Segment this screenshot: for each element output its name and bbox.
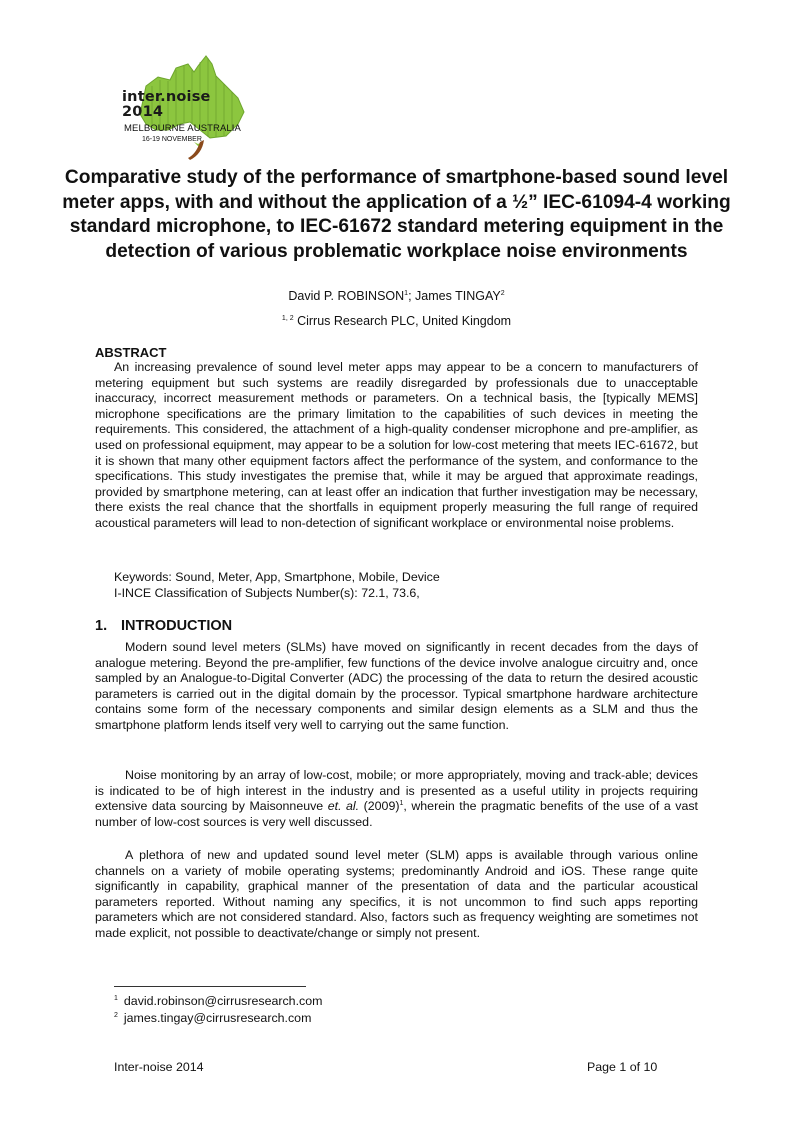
footer-conference: Inter-noise 2014 <box>114 1060 204 1074</box>
footnote-2 <box>114 1011 311 1025</box>
footnote-2-mark: 2 <box>114 1011 118 1019</box>
footnote-1 <box>114 994 322 1008</box>
intro-p2-end: , wherein the pragmatic benefits of the use of a vast number of low-cost sources is very well discussed. <box>95 799 698 829</box>
author-1-mark: 1 <box>404 289 409 297</box>
intro-paragraph-1: Modern sound level meters (SLMs) have moved on significantly in recent decades from the days of analogue metering. Beyond the pre-amplifier, few functions of the device involve analogue circuitry and, once sampled by an Analogue-to-Digital Converter (ADC) the processing of the data to return the desired acoustic parameters is carried out in the digital domain by the processor. Typical smartphone hardware architecture contains some form of the necessary components and similar design elements as a SLM and thus the smartphone platform lends itself very well to carrying out the same function. <box>95 640 698 732</box>
intro-p2-etal: et. al. <box>327 799 360 814</box>
intro-paragraph-2 <box>95 768 698 830</box>
section-1-heading <box>95 618 232 634</box>
affiliation-mark: 1, 2 <box>281 314 294 322</box>
intro-paragraph-3: A plethora of new and updated sound level meter (SLM) apps is available through various online channels on a variety of mobile operating systems; predominantly Android and iOS. These range quite significantly in capability, graphical manner of the presentation of data and the particular acoustical parameters reported. Without naming any specifics, it is not uncommon to find such apps reporting parameters which are not considered standard. Also, factors such as frequency weighting are sometimes not made explicit, not possible to deactivate/change or simply not present. <box>95 848 698 940</box>
abstract-heading: ABSTRACT <box>95 345 167 360</box>
paper-title: Comparative study of the performance of smartphone-based sound level meter apps, with and without the application of a ½” IEC-61094-4 working standard microphone, to IEC-61672 standard metering equipment in the detection of various problematic workplace noise environments <box>62 167 731 262</box>
author-separator: ; <box>408 289 416 303</box>
abstract-text: An increasing prevalence of sound level meter apps may appear to be a concern to manufacturers of metering equipment but such systems are readily disregarded by professionals due to unacceptable inaccuracy, incorrect measurement methods or parameters. On a technical basis, the [typically MEMS] microphone specifications are the primary limitation to the capabilities of such devices in meeting the requirements. This considered, the attachment of a high-quality condenser microphone and pre-amplifier, as used on professional equipment, may appear to be a solution for low-cost metering that meets IEC-61672, but it is shown that many other equipment factors affect the performance of the system, and conformance to the specifications. This study investigates the premise that, while it may be argued that approximate readings, provided by smartphone metering, can at least offer an indication that further investigation may be necessary, there exists the real chance that the shortfalls in equipment properly measuring the full range of required acoustical parameters will lead to non-detection of significant workplace or environmental noise problems. <box>95 360 698 530</box>
classification-line: I-INCE Classification of Subjects Number(s): 72.1, 73.6, <box>114 586 420 600</box>
footnote-2-email[interactable]: james.tingay@cirrusresearch.com <box>123 1011 312 1025</box>
affiliation-text: Cirrus Research PLC, United Kingdom <box>297 314 512 328</box>
authors-line <box>0 289 793 303</box>
section-1-number: 1. <box>95 618 108 634</box>
author-2: James TINGAY <box>415 289 501 303</box>
affiliation-line <box>0 314 793 328</box>
intro-p2-text: Noise monitoring by an array of low-cost, mobile; or more appropriately, moving and track-able; devices is indicated to be of high interest in the industry and is presented as a useful utility in projects requiring extensive data sourcing by Maisonneuve <box>95 768 698 814</box>
intro-p2-year: (2009) <box>359 799 400 814</box>
conference-logo <box>112 50 262 162</box>
author-1: David P. ROBINSON <box>288 289 405 303</box>
logo-location: MELBOURNE AUSTRALIA <box>124 123 241 134</box>
logo-text <box>122 90 252 143</box>
intro-p2-ref: 1 <box>399 800 404 808</box>
footer-page-number: Page 1 of 10 <box>587 1060 658 1074</box>
footnote-1-mark: 1 <box>114 994 118 1002</box>
logo-dates: 16-19 NOVEMBER <box>142 136 202 143</box>
section-1-title: INTRODUCTION <box>121 618 233 634</box>
footnote-1-email[interactable]: david.robinson@cirrusresearch.com <box>123 994 323 1008</box>
logo-title: inter.noise 2014 <box>122 89 211 120</box>
author-2-mark: 2 <box>500 289 505 297</box>
keywords-line: Keywords: Sound, Meter, App, Smartphone, Mobile, Device <box>114 570 440 584</box>
footnote-divider <box>114 986 306 987</box>
